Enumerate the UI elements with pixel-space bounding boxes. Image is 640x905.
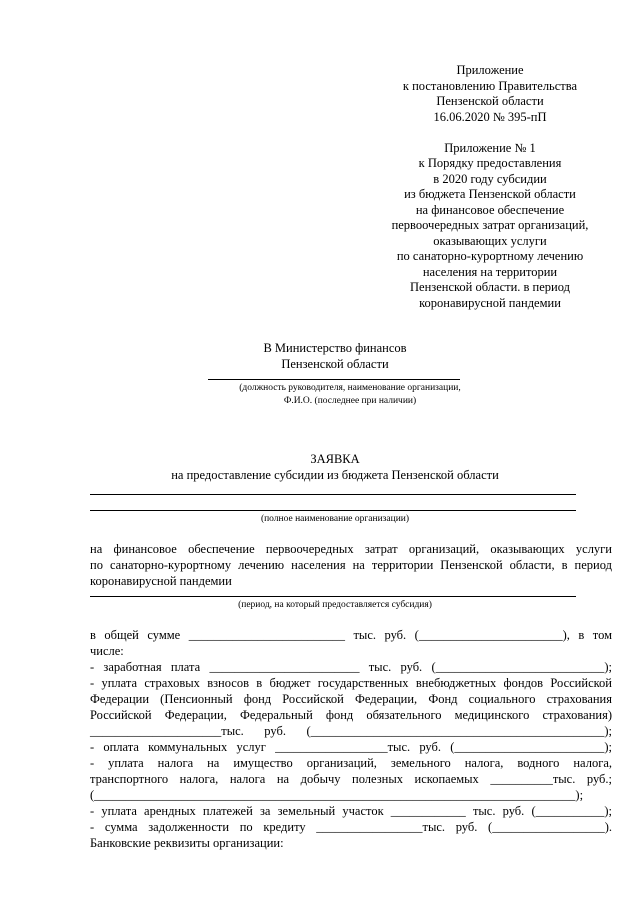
insurance-line: - уплата страховых взносов в бюджет государственных внебюджетных фондов Российской <box>90 676 612 690</box>
appendix-line: первоочередных затрат организаций, <box>391 218 589 232</box>
appendix-line: по санаторно-курортному лечению <box>396 249 584 263</box>
appendix-line: в 2020 году субсидии <box>433 172 547 186</box>
period-caption: (период, на который предоставляется субсидия) <box>238 600 432 610</box>
salary-line: - заработная плата ________________________ тыс. руб. (___________________________); <box>90 660 612 674</box>
taxes-line: - уплата налога на имущество организаций, земельного налога, водного налога, <box>90 756 612 770</box>
appendix-date-number: 16.06.2020 № 395-пП <box>433 110 547 124</box>
appendix-line: Приложение № 1 <box>444 141 536 155</box>
addressee-fill-line <box>208 379 460 380</box>
page-subtitle: на предоставление субсидии из бюджета Пензенской области <box>171 468 499 482</box>
total-amount-line: в общей сумме _________________________ тыс. руб. (_______________________), в том <box>90 628 612 642</box>
appendix-line: Пензенской области <box>436 94 544 108</box>
page-title: ЗАЯВКА <box>310 452 360 466</box>
taxes-line: транспортного налога, налога на добычу полезных ископаемых __________тыс. руб.; <box>90 772 612 786</box>
appendix-line: из бюджета Пензенской области <box>404 187 576 201</box>
period-fill-line <box>90 596 576 597</box>
org-fill-line <box>90 494 576 495</box>
addressee-caption: (должность руководителя, наименование организации, <box>239 383 461 393</box>
appendix-line: к постановлению Правительства <box>402 79 578 93</box>
appendix-line: к Порядку предоставления <box>418 156 562 170</box>
org-caption: (полное наименование организации) <box>260 514 410 524</box>
credit-line: - сумма задолженности по кредиту _________________тыс. руб. (__________________). <box>90 820 612 834</box>
taxes-amount-line: (_____________________________________________________________________________); <box>90 788 584 802</box>
insurance-line: Федерации (Пенсионный фонд Российской Федерации, Фонд социального страхования <box>90 692 612 706</box>
addressee-line: Пензенской области <box>281 357 389 371</box>
appendix-line: на финансовое обеспечение <box>415 203 565 217</box>
addressee-line: В Министерство финансов <box>263 341 407 355</box>
appendix-line: коронавирусной пандемии <box>419 296 561 310</box>
bank-details-label: Банковские реквизиты организации: <box>90 836 284 850</box>
utilities-line: - оплата коммунальных услуг __________________тыс. руб. (________________________); <box>90 740 612 754</box>
purpose-line: на финансовое обеспечение первоочередных затрат организаций, оказывающих услуги <box>90 542 612 556</box>
appendix-line: Пензенской области. в период <box>410 280 570 294</box>
total-amount-line: числе: <box>90 644 124 658</box>
purpose-line: коронавирусной пандемии <box>90 574 232 588</box>
insurance-line: Российской Федерации, Федеральный фонд обязательного медицинского страхования) <box>90 708 612 722</box>
rent-line: - уплата арендных платежей за земельный участок ____________ тыс. руб. (___________); <box>90 804 612 818</box>
org-fill-line <box>90 510 576 511</box>
appendix-line: населения на территории <box>422 265 558 279</box>
purpose-line: по санаторно-курортному лечению населения на территории Пензенской области, в период <box>90 558 612 572</box>
insurance-amount-line: _____________________тыс. руб. (_______________________________________________); <box>90 724 612 738</box>
appendix-line: оказывающих услуги <box>433 234 547 248</box>
addressee-caption: Ф.И.О. (последнее при наличии) <box>283 396 417 406</box>
appendix-line: Приложение <box>456 63 524 77</box>
